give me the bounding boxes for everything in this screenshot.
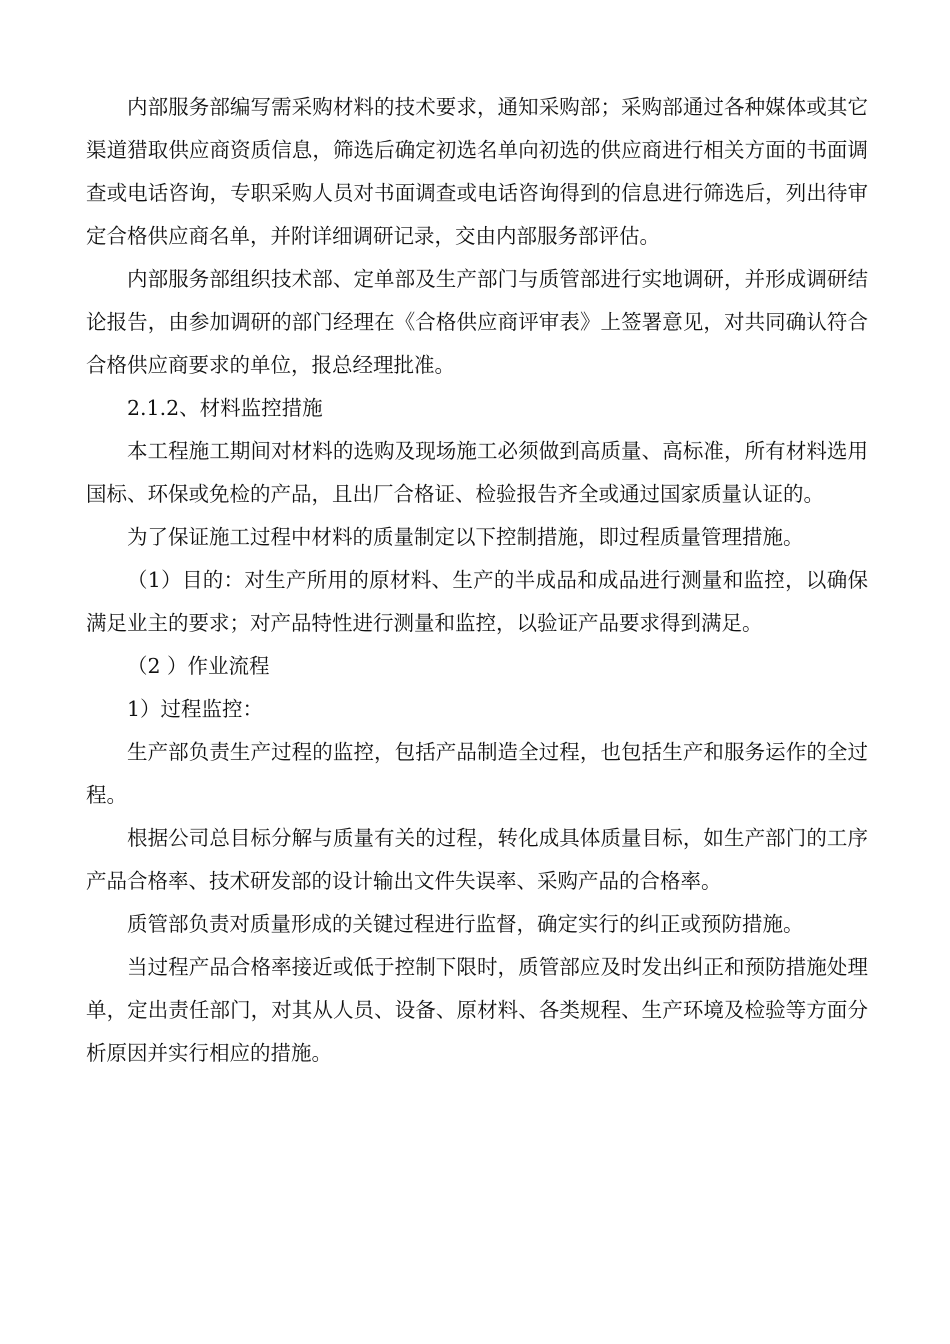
document-body [86,86,868,1075]
paragraph-field-survey: 内部服务部组织技术部、定单部及生产部门与质管部进行实地调研，并形成调研结论报告，由参加调研的部门经理在《合格供应商评审表》上签署意见，对共同确认符合合格供应商要求的单位，报总经理批准。 [86,267,868,377]
paragraph-material-standards: 本工程施工期间对材料的选购及现场施工必须做到高质量、高标准，所有材料选用国标、环保或免检的产品，且出厂合格证、检验报告齐全或通过国家质量认证的。 [86,439,868,506]
paragraph-corrective-action: 当过程产品合格率接近或低于控制下限时，质管部应及时发出纠正和预防措施处理单，定出责任部门，对其从人员、设备、原材料、各类规程、生产环境及检验等方面分析原因并实行相应的措施。 [86,955,868,1065]
paragraph-quality-targets: 根据公司总目标分解与质量有关的过程，转化成具体质量目标，如生产部门的工序产品合格率、技术研发部的设计输出文件失误率、采购产品的合格率。 [86,826,868,893]
paragraph-supplier-info: 内部服务部编写需采购材料的技术要求，通知采购部；采购部通过各种媒体或其它渠道猎取供应商资质信息，筛选后确定初选名单向初选的供应商进行相关方面的书面调查或电话咨询，专职采购人员对书面调查或电话咨询得到的信息进行筛选后，列出待审定合格供应商名单，并附详细调研记录，交由内部服务部评估。 [86,95,868,248]
paragraph-quality-supervision: 质管部负责对质量形成的关键过程进行监督，确定实行的纠正或预防措施。 [127,912,804,936]
section-heading-material-control: 2.1.2、材料监控措施 [127,396,323,420]
paragraph-control-measures: 为了保证施工过程中材料的质量制定以下控制措施，即过程质量管理措施。 [127,525,804,549]
paragraph-process-monitoring-heading: 1）过程监控： [127,697,264,721]
paragraph-purpose: （1）目的：对生产所用的原材料、生产的半成品和成品进行测量和监控，以确保满足业主的要求；对产品特性进行测量和监控，以验证产品要求得到满足。 [86,568,868,635]
paragraph-production-department: 生产部负责生产过程的监控，包括产品制造全过程，也包括生产和服务运作的全过程。 [86,740,868,807]
paragraph-workflow-heading: （2 ）作业流程 [127,654,270,678]
